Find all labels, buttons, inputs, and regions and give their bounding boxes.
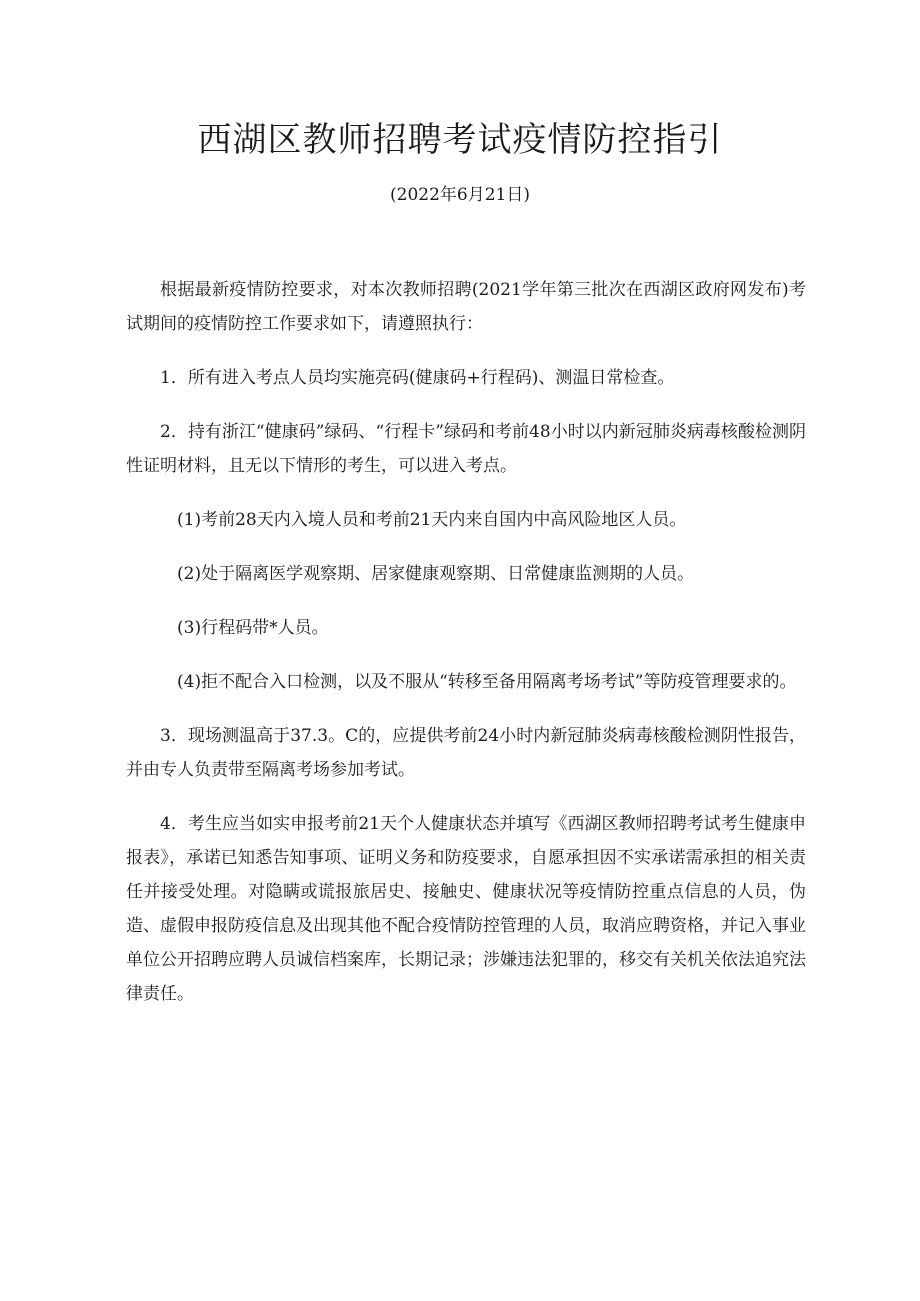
item-2-sub-3: (3)行程码带*人员。: [177, 618, 329, 638]
item-3: 3．现场测温高于37.3。C的，应提供考前24小时内新冠肺炎病毒核酸检测阴性报告，并由专人负责带至隔离考场参加考试。: [126, 726, 806, 780]
intro-paragraph: 根据最新疫情防控要求，对本次教师招聘(2021学年第三批次在西湖区政府网发布)考试期间的疫情防控工作要求如下，请遵照执行：: [126, 280, 806, 334]
item-2: 2．持有浙江“健康码”绿码、“行程卡”绿码和考前48小时以内新冠肺炎病毒核酸检测阴性证明材料，且无以下情形的考生，可以进入考点。: [126, 422, 806, 476]
document-title: 西湖区教师招聘考试疫情防控指引: [197, 120, 723, 160]
document-body: [126, 273, 806, 1031]
item-1: 1．所有进入考点人员均实施亮码(健康码+行程码)、测温日常检查。: [160, 368, 675, 388]
item-4: 4．考生应当如实申报考前21天个人健康状态并填写《西湖区教师招聘考试考生健康申报表》，承诺已知悉告知事项、证明义务和防疫要求，自愿承担因不实承诺需承担的相关责任并接受处理。对隐瞒或谎报旅居史、接触史、健康状况等疫情防控重点信息的人员，伪造、虚假申报防疫信息及出现其他不配合疫情防控管理的人员，取消应聘资格，并记入事业单位公开招聘应聘人员诚信档案库，长期记录；涉嫌违法犯罪的，移交有关机关依法追究法律责任。: [126, 814, 806, 1004]
document-date: (2022年6月21日): [390, 185, 530, 205]
item-2-sub-4: (4)拒不配合入口检测，以及不服从“转移至备用隔离考场考试”等防疫管理要求的。: [177, 672, 797, 692]
item-2-sub-1: (1)考前28天内入境人员和考前21天内来自国内中高风险地区人员。: [177, 510, 687, 530]
item-2-sub-2: (2)处于隔离医学观察期、居家健康观察期、日常健康监测期的人员。: [177, 564, 695, 584]
